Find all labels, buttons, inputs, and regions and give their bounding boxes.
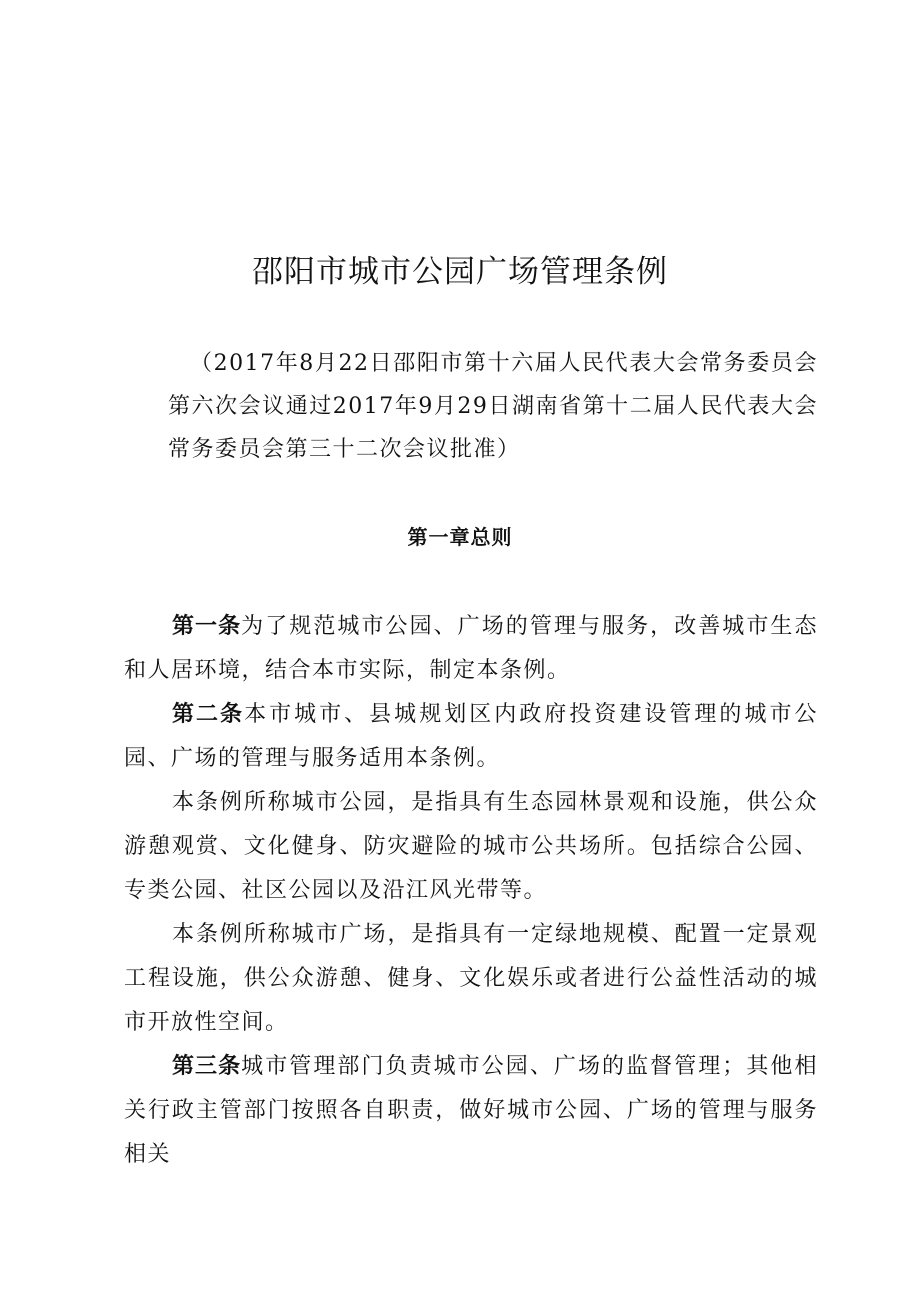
approval-note: （2017年8月22日邵阳市第十六届人民代表大会常务委员会第六次会议通过2017年9月29日湖南省第十二届人民代表大会常务委员会第三十二次会议批准） bbox=[168, 351, 818, 462]
article-2-label: 第二条 bbox=[172, 702, 245, 727]
article-1 bbox=[124, 605, 818, 693]
article-2-text: 本市城市、县城规划区内政府投资建设管理的城市公园、广场的管理与服务适用本条例。 bbox=[124, 702, 818, 771]
article-2-paragraph-3: 本条例所称城市广场，是指具有一定绿地规模、配置一定景观工程设施，供公众游憩、健身、文化娱乐或者进行公益性活动的城市开放性空间。 bbox=[124, 922, 818, 1035]
article-3-text: 城市管理部门负责城市公园、广场的监督管理；其他相关行政主管部门按照各自职责，做好城市公园、广场的管理与服务相关 bbox=[124, 1054, 818, 1167]
document-body bbox=[124, 605, 818, 1177]
chapter-heading: 第一章总则 bbox=[407, 525, 513, 549]
article-3-label: 第三条 bbox=[172, 1054, 242, 1079]
article-2-paragraph-2: 本条例所称城市公园，是指具有生态园林景观和设施，供公众游憩观赏、文化健身、防灾避险的城市公共场所。包括综合公园、专类公园、社区公园以及沿江风光带等。 bbox=[124, 790, 818, 903]
article-2 bbox=[124, 693, 818, 781]
article-1-label: 第一条 bbox=[172, 614, 242, 639]
document-title: 邵阳市城市公园广场管理条例 bbox=[252, 254, 668, 290]
article-3 bbox=[124, 1045, 818, 1177]
article-1-text: 为了规范城市公园、广场的管理与服务，改善城市生态和人居环境，结合本市实际，制定本条例。 bbox=[124, 614, 818, 683]
